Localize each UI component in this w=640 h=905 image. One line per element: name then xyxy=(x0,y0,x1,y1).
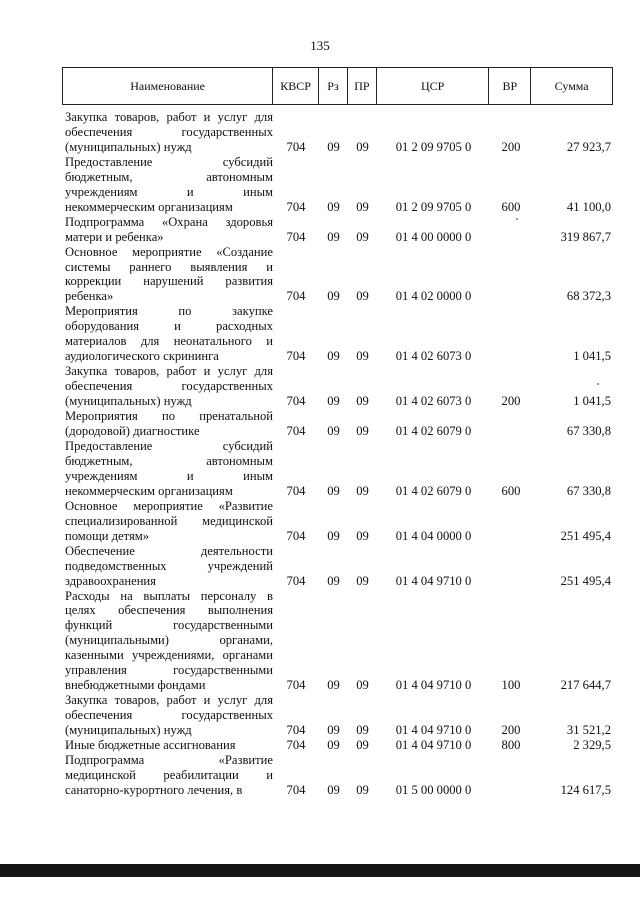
cell-rz: 09 xyxy=(327,229,340,244)
cell-kvsr: 704 xyxy=(286,678,306,693)
cell-name: Расходы на выплаты персоналу в целях обеспечения выполнения функций государственными (муниципальными) органами, казенными учреждениями, органами управления государственными внебюджетными фондами xyxy=(65,588,273,693)
cell-sum: 1 041,5 xyxy=(573,349,611,364)
cell-vr: 600 xyxy=(501,199,521,214)
cell-rz: 09 xyxy=(327,573,340,588)
cell-csr: 01 4 00 0000 0 xyxy=(395,229,472,244)
cell-csr: 01 2 09 9705 0 xyxy=(395,199,472,214)
cell-kvsr: 704 xyxy=(286,349,306,364)
cell-pr: 09 xyxy=(356,424,369,439)
table-row xyxy=(62,544,613,589)
cell-rz: 09 xyxy=(327,394,340,409)
table-row xyxy=(62,110,613,155)
cell-kvsr: 704 xyxy=(286,139,306,154)
cell-sum: 251 495,4 xyxy=(560,528,611,543)
header-sum: Сумма xyxy=(554,78,589,93)
cell-vr: 200 xyxy=(501,139,521,154)
cell-sum: 2 329,5 xyxy=(573,738,611,753)
cell-csr: 01 4 04 9710 0 xyxy=(395,723,472,738)
cell-name: Мероприятия по пренатальной (дородовой) диагностике xyxy=(65,409,273,439)
cell-pr: 09 xyxy=(356,723,369,738)
cell-csr: 01 4 02 0000 0 xyxy=(395,289,472,304)
cell-pr: 09 xyxy=(356,199,369,214)
table-row xyxy=(62,215,613,245)
cell-csr: 01 2 09 9705 0 xyxy=(395,139,472,154)
cell-name: Основное мероприятие «Создание системы раннего выявления и коррекции нарушений развития ребенка» xyxy=(65,244,273,304)
cell-rz: 09 xyxy=(327,723,340,738)
cell-pr: 09 xyxy=(356,678,369,693)
cell-csr: 01 4 04 9710 0 xyxy=(395,573,472,588)
cell-name: Основное мероприятие «Развитие специализированной медицинской помощи детям» xyxy=(65,498,273,543)
cell-rz: 09 xyxy=(327,139,340,154)
cell-kvsr: 704 xyxy=(286,528,306,543)
scan-speck xyxy=(516,218,518,220)
header-vr: ВР xyxy=(489,68,531,104)
cell-pr: 09 xyxy=(356,394,369,409)
cell-kvsr: 704 xyxy=(286,394,306,409)
cell-kvsr: 704 xyxy=(286,424,306,439)
cell-csr: 01 4 02 6079 0 xyxy=(395,424,472,439)
cell-sum: 1 041,5 xyxy=(573,394,611,409)
header-kvsr: КВСР xyxy=(273,68,319,104)
cell-sum: 27 923,7 xyxy=(566,139,611,154)
table-row xyxy=(62,409,613,439)
cell-rz: 09 xyxy=(327,289,340,304)
cell-kvsr: 704 xyxy=(286,483,306,498)
cell-rz: 09 xyxy=(327,349,340,364)
header-pr: ПР xyxy=(348,68,377,104)
cell-csr: 01 4 04 0000 0 xyxy=(395,528,472,543)
cell-kvsr: 704 xyxy=(286,738,306,753)
cell-sum: 67 330,8 xyxy=(566,483,611,498)
cell-pr: 09 xyxy=(356,139,369,154)
cell-pr: 09 xyxy=(356,229,369,244)
table-header xyxy=(62,67,613,105)
cell-pr: 09 xyxy=(356,289,369,304)
cell-sum: 31 521,2 xyxy=(566,723,611,738)
cell-pr: 09 xyxy=(356,528,369,543)
table-body xyxy=(62,110,613,798)
cell-csr: 01 4 02 6073 0 xyxy=(395,349,472,364)
cell-name: Обеспечение деятельности подведомственных учреждений здравоохранения xyxy=(65,543,273,588)
header-rz: Рз xyxy=(319,68,348,104)
table-row xyxy=(62,364,613,409)
cell-name: Закупка товаров, работ и услуг для обеспечения государственных (муниципальных) нужд xyxy=(65,110,273,154)
cell-rz: 09 xyxy=(327,199,340,214)
cell-kvsr: 704 xyxy=(286,723,306,738)
cell-csr: 01 4 02 6073 0 xyxy=(395,394,472,409)
cell-pr: 09 xyxy=(356,483,369,498)
header-name: Наименование xyxy=(63,68,273,104)
cell-name: Подпрограмма «Охрана здоровья матери и ребенка» xyxy=(65,214,273,244)
cell-vr: 800 xyxy=(501,738,521,753)
cell-sum: 251 495,4 xyxy=(560,573,611,588)
cell-name: Иные бюджетные ассигнования xyxy=(65,738,236,753)
table-row xyxy=(62,304,613,364)
cell-vr: 200 xyxy=(501,723,521,738)
cell-vr: 600 xyxy=(501,483,521,498)
cell-vr: 200 xyxy=(501,394,521,409)
table-row xyxy=(62,245,613,305)
cell-pr: 09 xyxy=(356,782,369,797)
cell-rz: 09 xyxy=(327,738,340,753)
table-row xyxy=(62,753,613,798)
cell-rz: 09 xyxy=(327,483,340,498)
cell-rz: 09 xyxy=(327,678,340,693)
cell-kvsr: 704 xyxy=(286,573,306,588)
cell-name: Закупка товаров, работ и услуг для обеспечения государственных (муниципальных) нужд xyxy=(65,693,273,738)
cell-sum: 67 330,8 xyxy=(566,424,611,439)
cell-pr: 09 xyxy=(356,349,369,364)
cell-sum: 41 100,0 xyxy=(566,199,611,214)
cell-pr: 09 xyxy=(356,573,369,588)
table-row xyxy=(62,499,613,544)
cell-name: Закупка товаров, работ и услуг для обеспечения государственных (муниципальных) нужд xyxy=(65,364,273,409)
header-csr: ЦСР xyxy=(377,68,490,104)
table-row xyxy=(62,155,613,215)
cell-sum: 319 867,7 xyxy=(560,229,611,244)
cell-sum: 124 617,5 xyxy=(560,782,611,797)
cell-name: Предоставление субсидий бюджетным, автономным учреждениям и иным некоммерческим организациям xyxy=(65,438,273,498)
cell-name: Подпрограмма «Развитие медицинской реабилитации и санаторно-курортного лечения, в xyxy=(65,752,273,797)
cell-name: Предоставление субсидий бюджетным, автономным учреждениям и иным некоммерческим организациям xyxy=(65,154,273,214)
cell-sum: 68 372,3 xyxy=(566,289,611,304)
cell-pr: 09 xyxy=(356,738,369,753)
cell-csr: 01 4 04 9710 0 xyxy=(395,678,472,693)
cell-csr: 01 5 00 0000 0 xyxy=(395,782,472,797)
cell-rz: 09 xyxy=(327,528,340,543)
cell-name: Мероприятия по закупке оборудования и расходных материалов для неонатального и аудиологического скрининга xyxy=(65,304,273,364)
scan-speck xyxy=(597,383,599,385)
cell-kvsr: 704 xyxy=(286,199,306,214)
cell-kvsr: 704 xyxy=(286,229,306,244)
table-row xyxy=(62,589,613,694)
cell-kvsr: 704 xyxy=(286,289,306,304)
cell-rz: 09 xyxy=(327,424,340,439)
cell-csr: 01 4 04 9710 0 xyxy=(395,738,472,753)
table-row xyxy=(62,439,613,499)
table-row xyxy=(62,693,613,738)
cell-csr: 01 4 02 6079 0 xyxy=(395,483,472,498)
cell-sum: 217 644,7 xyxy=(560,678,611,693)
cell-vr: 100 xyxy=(501,678,521,693)
cell-kvsr: 704 xyxy=(286,782,306,797)
page-number: 135 xyxy=(310,38,330,53)
table-row xyxy=(62,738,613,753)
scan-edge-bar xyxy=(0,864,640,877)
cell-rz: 09 xyxy=(327,782,340,797)
